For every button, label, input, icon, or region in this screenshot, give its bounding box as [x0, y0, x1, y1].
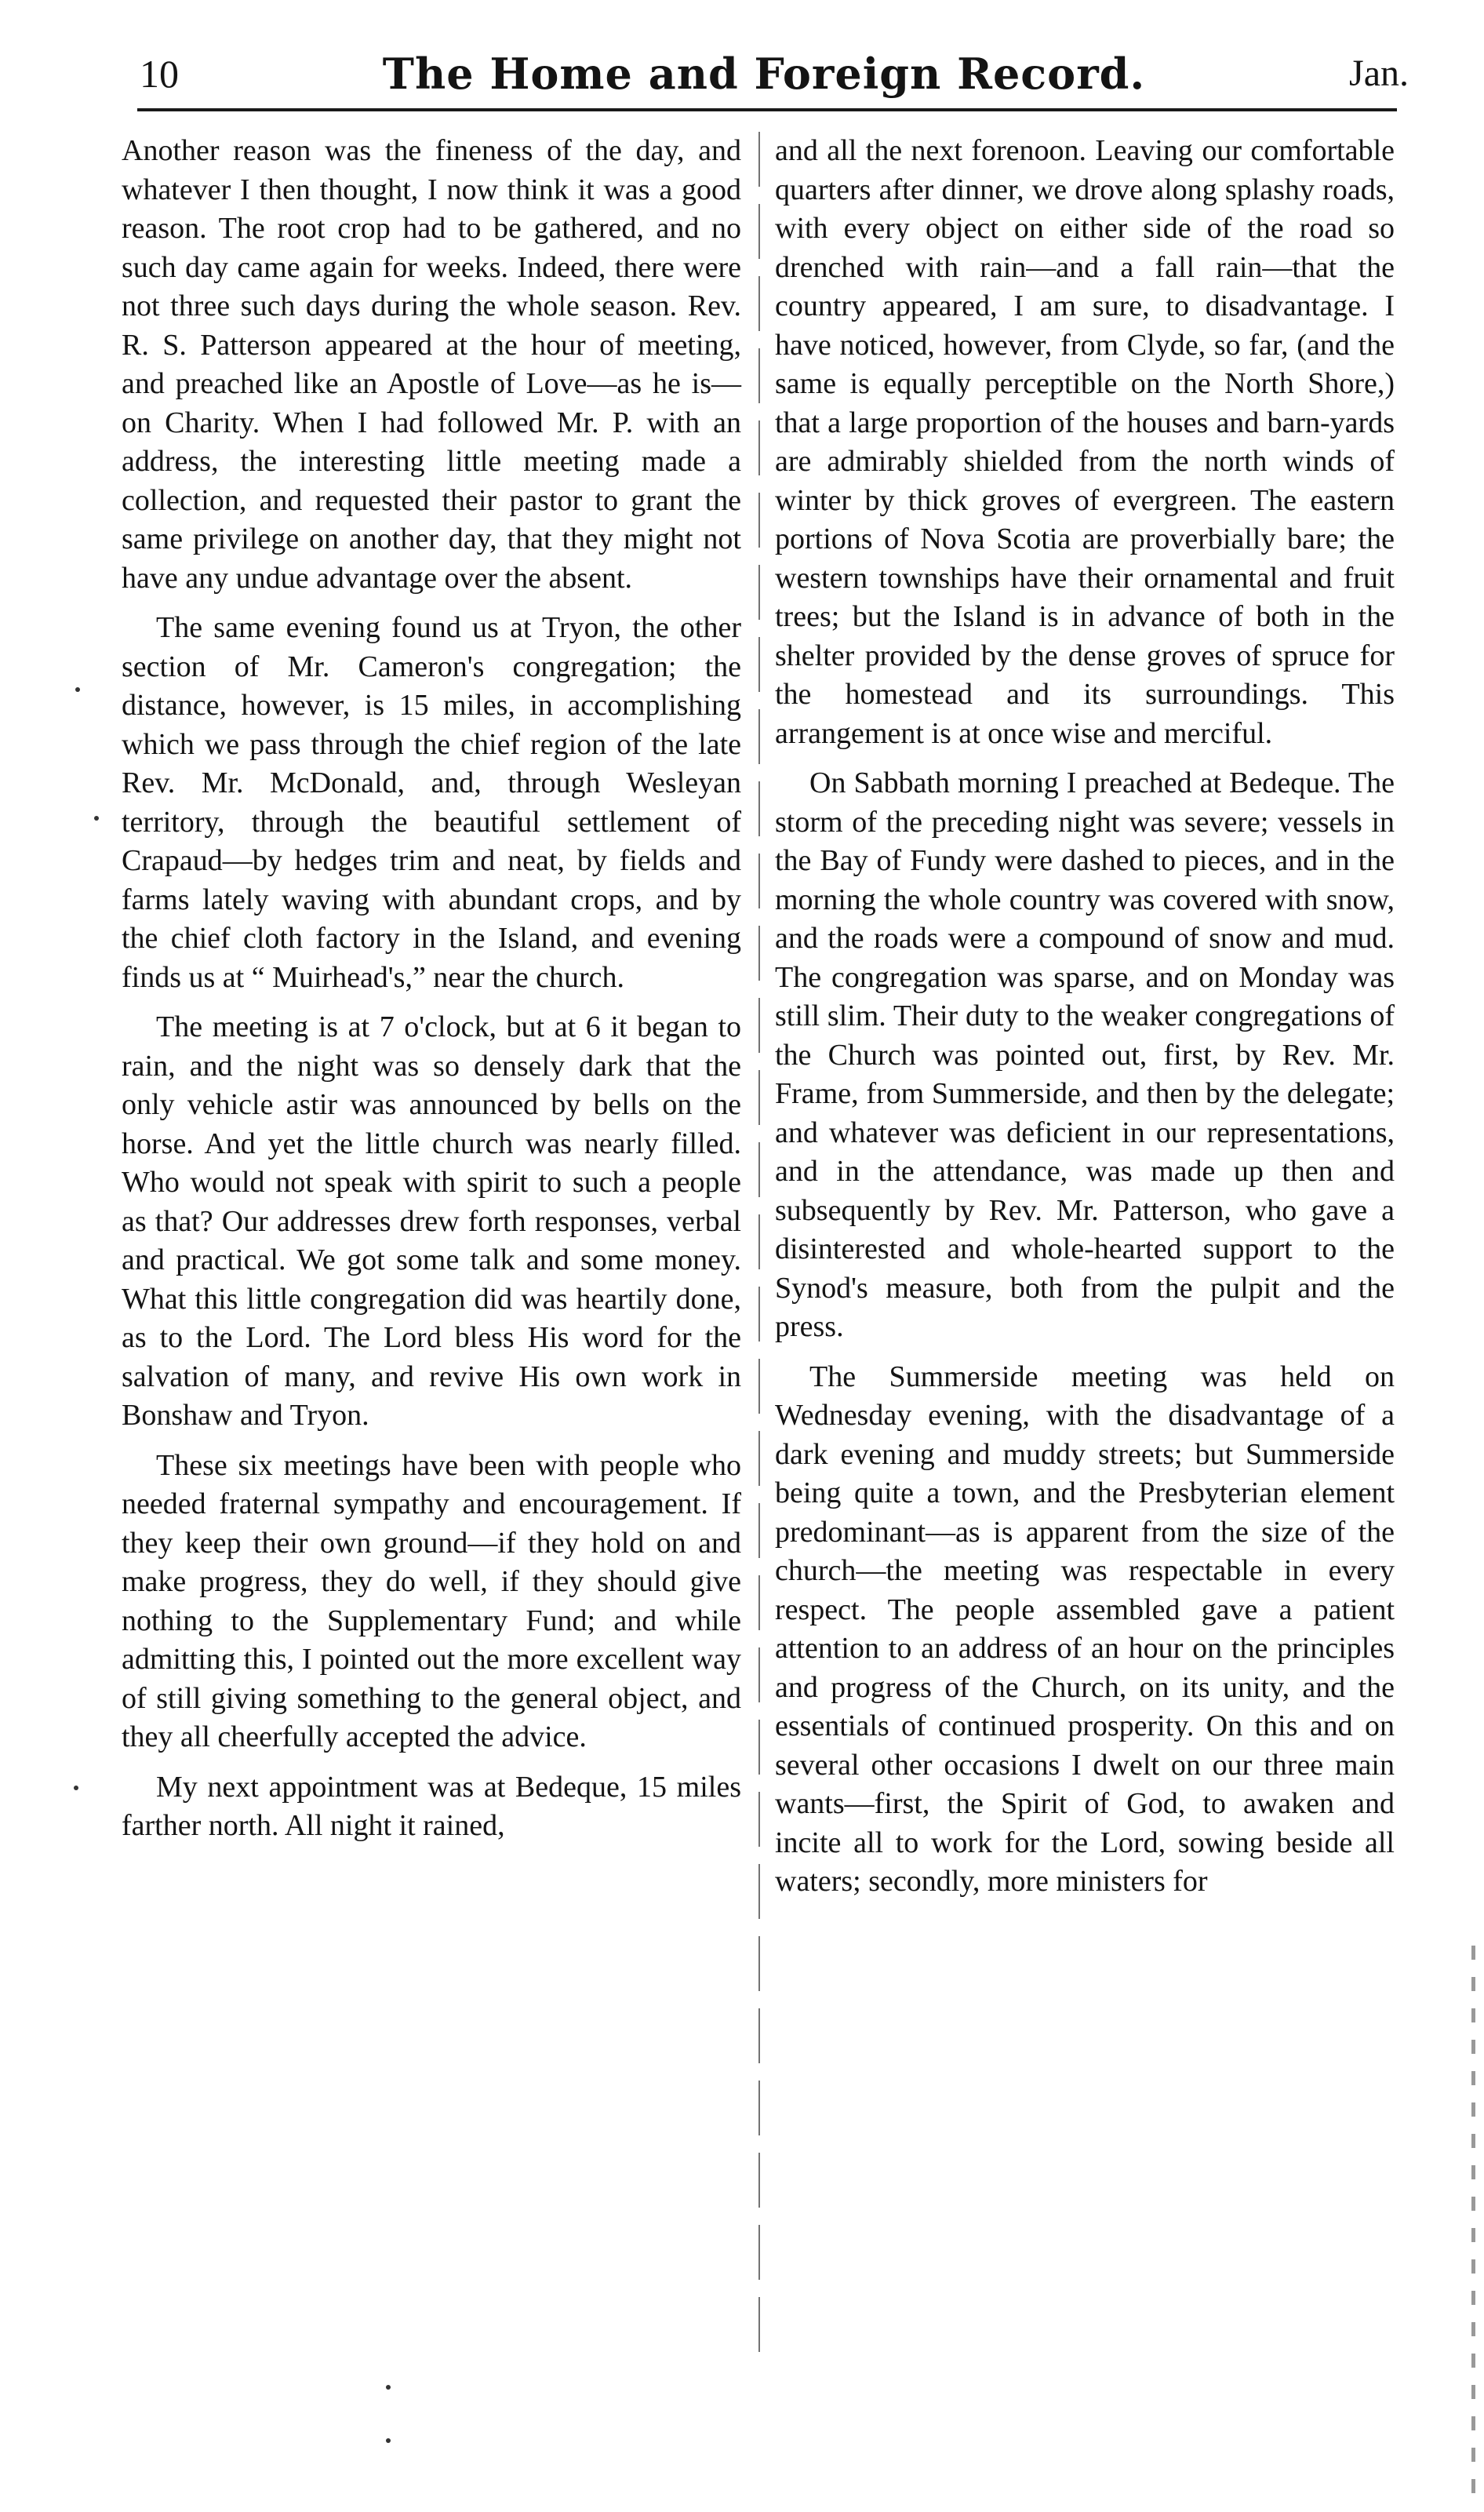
print-speck: [94, 816, 99, 821]
journal-title: The Home and Foreign Record.: [382, 49, 1146, 99]
page-number: 10: [140, 52, 179, 96]
left-column: [122, 132, 741, 1857]
paragraph: The same evening found us at Tryon, the other section of Mr. Cameron's congregation; the distance, however, is 15 miles, in accomplishing which we pass through the chief region of the late Rev. Mr. McDonald, and, through Wesleyan territory, through the beautiful settlement of Crapaud—by hedges trim and neat, by fields and farms lately waving with abundant crops, and by the chief cloth factory in the Island, and evening finds us at “ Muirhead's,” near the church.: [122, 611, 741, 994]
paragraph: Another reason was the fineness of the day, and whatever I then thought, I now think it was a good reason. The root crop had to be gathered, and no such day came again for weeks. Indeed, there were not three such days during the whole season. Rev. R. S. Patterson appeared at the hour of meeting, and preached like an Apostle of Love—as he is—on Charity. When I had followed Mr. P. with an address, the interesting little meeting made a collection, and requested their pastor to grant the same privilege on another day, that they might not have any undue advantage over the absent.: [122, 134, 741, 595]
paragraph: The Summerside meeting was held on Wednesday evening, with the disadvantage of a dark evening and muddy streets; but Summerside being quite a town, and the Presbyterian element predominant—as is apparent from the size of the church—the meeting was respectable in every respect. The people assembled gave a patient attention to an address of an hour on the principles and progress of the Church, on its unity, and the essentials of continued prosperity. On this and on several other occasions I dwelt on our three main wants—first, the Spirit of God, to awaken and incite all to work for the Lord, sowing beside all waters; secondly, more ministers for: [775, 1360, 1395, 1898]
running-header: [118, 46, 1410, 102]
paragraph: On Sabbath morning I preached at Bedeque. The storm of the preceding night was severe; vessels in the Bay of Fundy were dashed to pieces, and in the morning the whole country was covered with snow, and the roads were a compound of snow and mud. The congregation was sparse, and on Monday was still slim. Their duty to the weaker congregations of the Church was pointed out, first, by Rev. Mr. Frame, from Summerside, and then by the delegate; and whatever was deficient in our representations, and in the attendance, was made up then and subsequently by Rev. Mr. Patterson, who gave a disinterested and whole-hearted support to the Synod's measure, both from the pulpit and the press.: [775, 766, 1395, 1343]
paragraph: These six meetings have been with people who needed fraternal sympathy and encouragement. If they keep their own ground—if they hold on and make progress, they do well, if they should give nothing to the Supplementary Fund; and while admitting this, I pointed out the more excellent way of still giving something to the general object, and they all cheerfully accepted the advice.: [122, 1448, 741, 1753]
print-speck: [75, 687, 80, 692]
paragraph: The meeting is at 7 o'clock, but at 6 it began to rain, and the night was so densely dark that the only vehicle astir was announced by bells on the horse. And yet the little church was nearly filled. Who would not speak with spirit to such a people as that? Our addresses drew forth responses, verbal and practical. We got some talk and some money. What this little congregation did was heartily done, as to the Lord. The Lord bless His word for the salvation of many, and revive His own work in Bonshaw and Tryon.: [122, 1010, 741, 1432]
paragraph: and all the next forenoon. Leaving our comfortable quarters after dinner, we drove along splashy roads, with every object on either side of the road so drenched with rain—and a fall rain—that the country appeared, I am sure, to disadvantage. I have noticed, however, from Clyde, so far, (and the same is equally perceptible on the North Shore,) that a large proportion of the houses and barn-yards are admirably shielded from the north winds of winter by thick groves of evergreen. The eastern portions of Nova Scotia are proverbially bare; the western townships have their ornamental and fruit trees; but the Island is in advance of both in the shelter provided by the dense groves of spruce for the homestead and its surroundings. This arrangement is at once wise and merciful.: [775, 134, 1395, 750]
header-rule: [137, 108, 1397, 111]
print-speck: [386, 2438, 391, 2443]
scan-edge: [1471, 1946, 1475, 2510]
column-divider: [758, 132, 760, 2360]
paragraph: My next appointment was at Bedeque, 15 miles farther north. All night it rained,: [122, 1770, 741, 1842]
print-speck: [74, 1786, 78, 1790]
issue-month: Jan.: [1349, 53, 1409, 94]
right-column: [775, 132, 1395, 1913]
print-speck: [386, 2385, 391, 2390]
